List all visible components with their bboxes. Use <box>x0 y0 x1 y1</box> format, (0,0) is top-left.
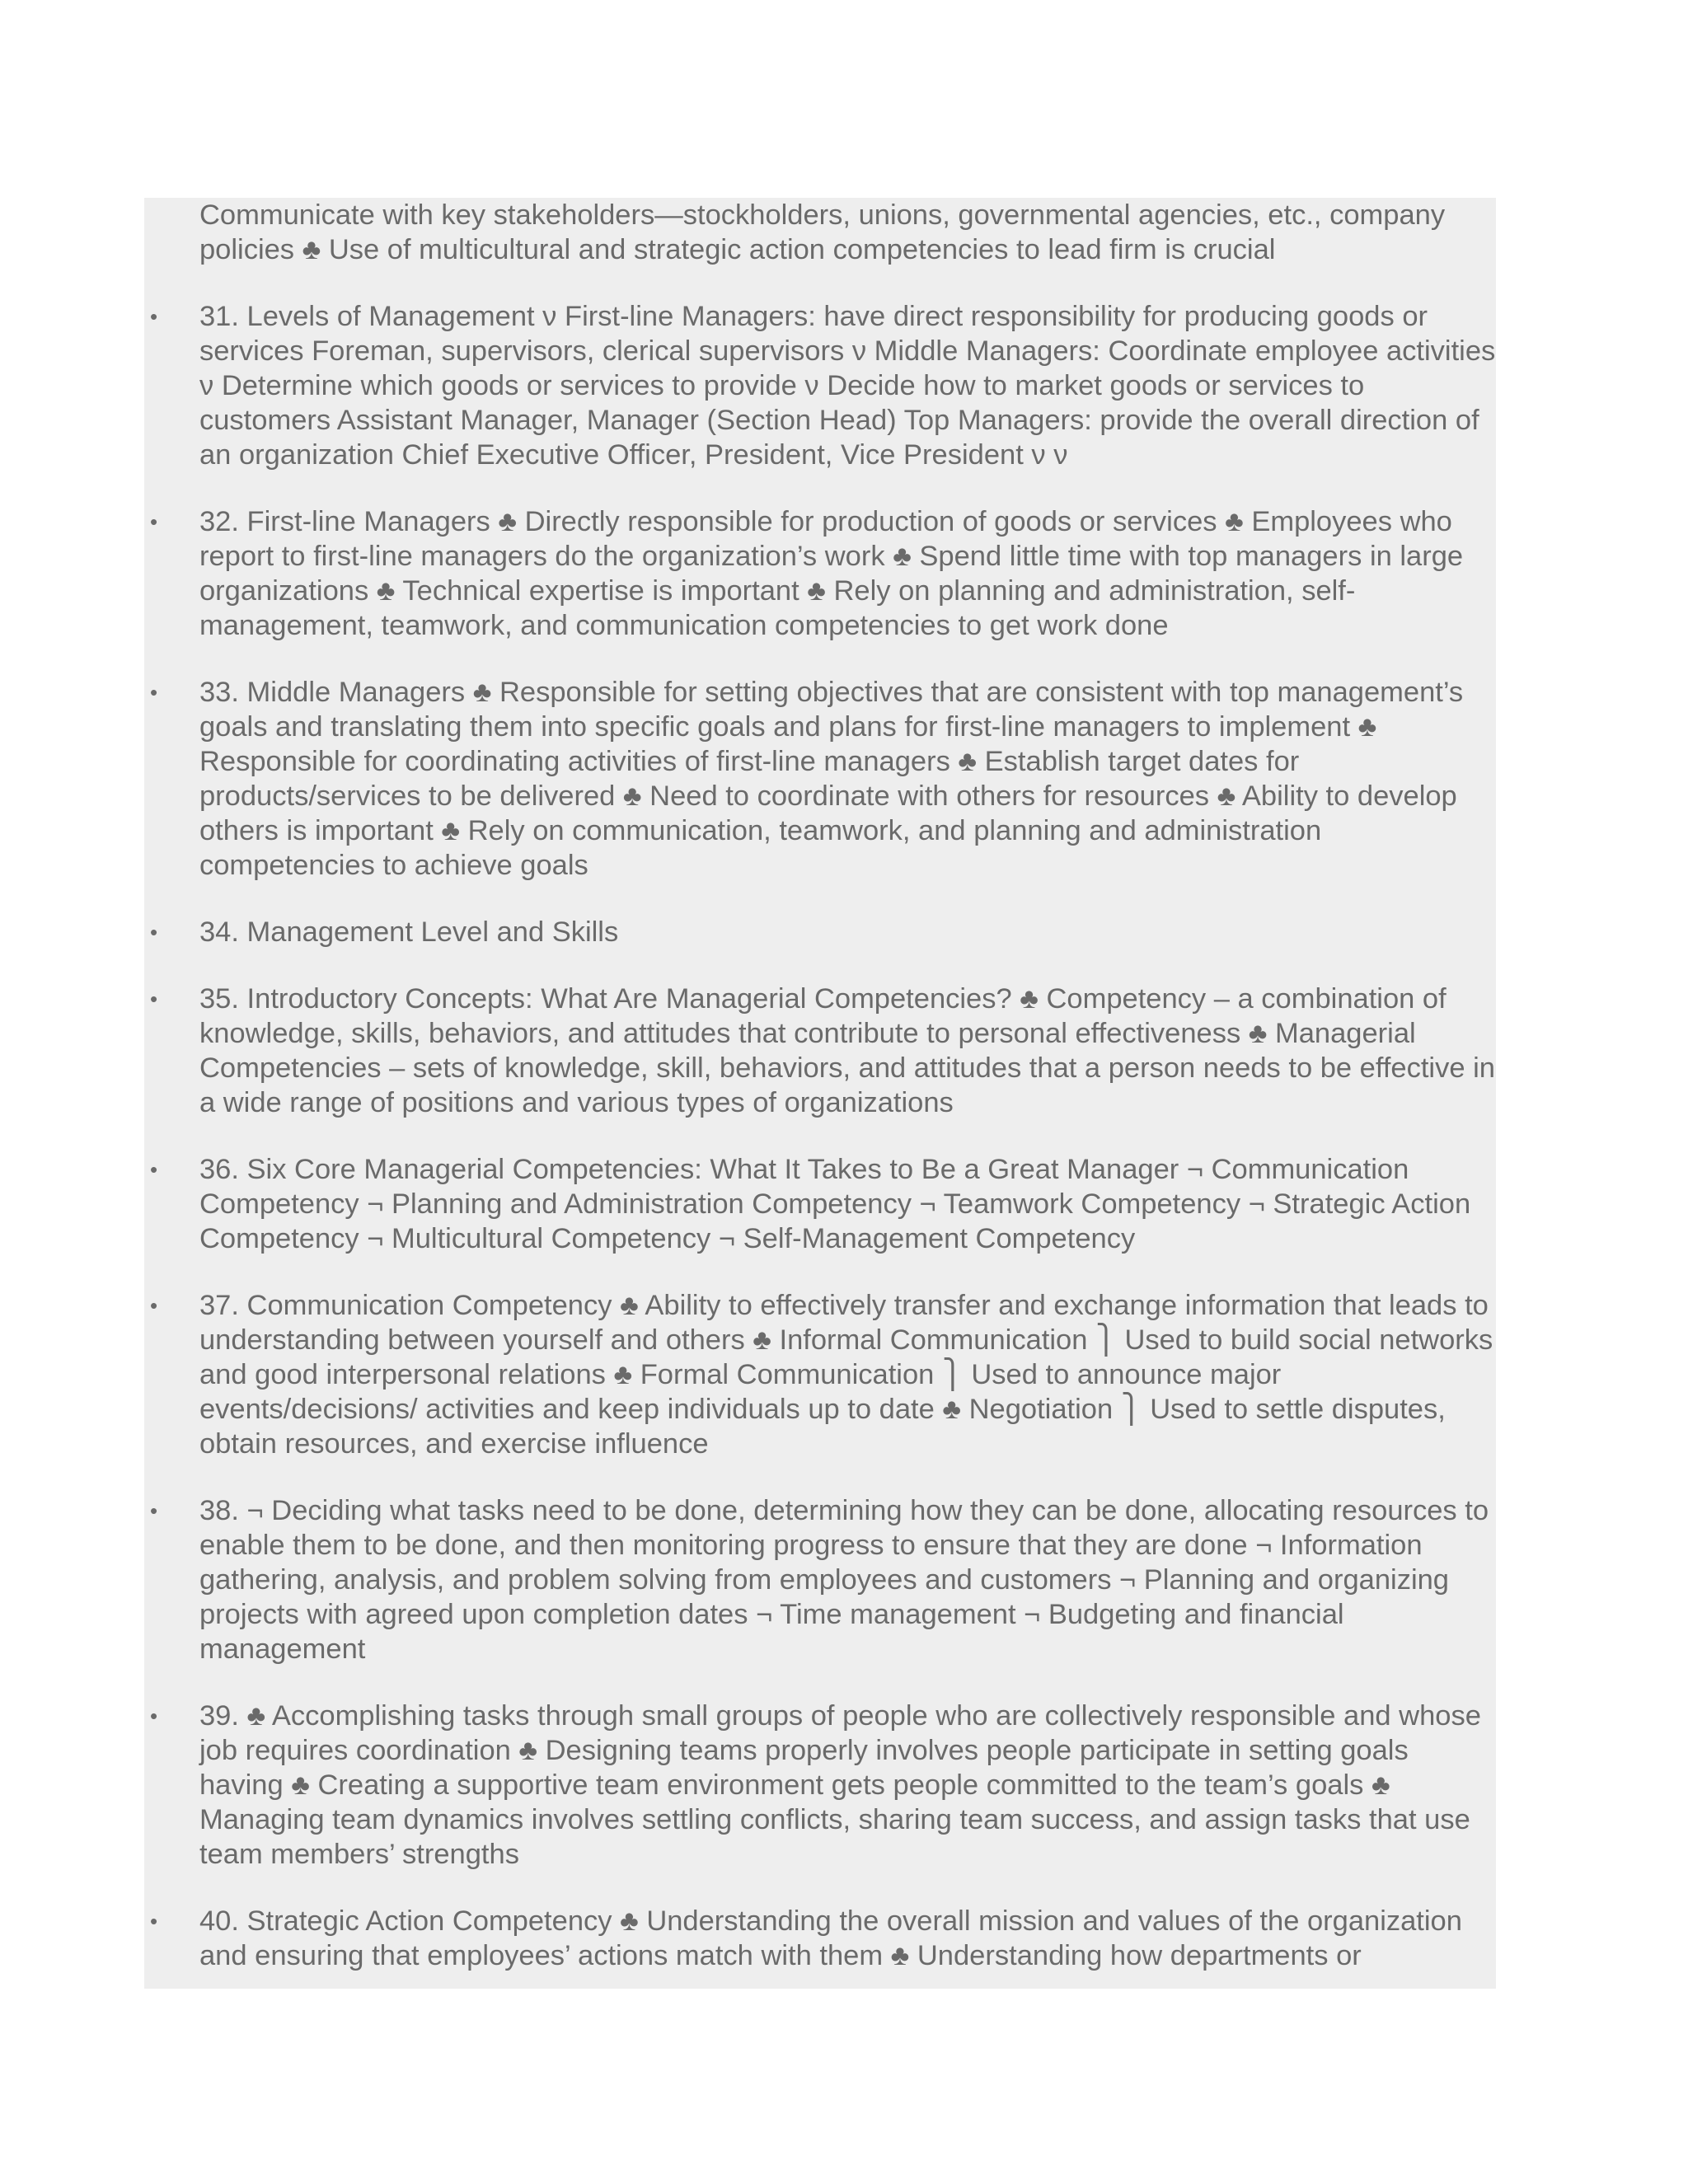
list-item-text: 36. Six Core Managerial Competencies: What It Takes to Be a Great Manager ¬ Communication Competency ¬ Planning and Administration Competency ¬ Teamwork Competency ¬ Strategic Action Competency ¬ Multicultural Competency ¬ Self-Management Competency <box>199 1154 1471 1254</box>
list-item <box>144 504 1504 643</box>
list-item <box>144 915 1504 949</box>
bullet-icon: • <box>150 1293 158 1318</box>
list-item <box>144 1288 1504 1461</box>
bullet-icon: • <box>150 1498 158 1523</box>
list-item-text: 32. First-line Managers ♣ Directly responsible for production of goods or services ♣ Employees who report to first-line managers do the organization’s work ♣ Spend little time with top managers in large organizations ♣ Technical expertise is important ♣ Rely on planning and administration, self-management, teamwork, and communication competencies to get work done <box>199 506 1464 641</box>
list-item-text: 37. Communication Competency ♣ Ability to effectively transfer and exchange information that leads to understanding between yourself and others ♣ Informal Communication ⎫ Used to build social networks and good interpersonal relations ♣ Formal Communication ⎫ Used to announce major events/decisions/ activities and keep individuals up to date ♣ Negotiation ⎫ Used to settle disputes, obtain resources, and exercise influence <box>199 1290 1493 1460</box>
list-item-text: 31. Levels of Management ν First-line Managers: have direct responsibility for producing goods or services Foreman, supervisors, clerical supervisors ν Middle Managers: Coordinate employee activities ν Determine which goods or services to provide ν Decide how to market goods or services to customers Assistant Manager, Manager (Section Head) Top Managers: provide the overall direction of an organization Chief Executive Officer, President, Vice President ν ν <box>199 301 1496 471</box>
list-item-text: 33. Middle Managers ♣ Responsible for setting objectives that are consistent with top management’s goals and translating them into specific goals and plans for first-line managers to implement ♣ Responsible for coordinating activities of first-line managers ♣ Establish target dates for products/services to be delivered ♣ Need to coordinate with others for resources ♣ Ability to develop others is important ♣ Rely on communication, teamwork, and planning and administration competencies to achieve goals <box>199 677 1464 881</box>
list-item <box>144 1904 1504 1973</box>
bullet-icon: • <box>150 1157 158 1182</box>
list-item <box>144 675 1504 883</box>
list-item <box>144 299 1504 472</box>
list-item-text: 34. Management Level and Skills <box>199 916 619 948</box>
bullet-icon: • <box>150 509 158 534</box>
list-item-text: 40. Strategic Action Competency ♣ Understanding the overall mission and values of the organization and ensuring that employees’ actions match with them ♣ Understanding how departments or <box>199 1905 1462 1971</box>
list-item <box>144 1152 1504 1256</box>
list-item-text: 39. ♣ Accomplishing tasks through small groups of people who are collectively responsible and whose job requires coordination ♣ Designing teams properly involves people participate in setting goals having ♣ Creating a supportive team environment gets people committed to the team’s goals ♣ Managing team dynamics involves settling conflicts, sharing team success, and assign tasks that use team members’ strengths <box>199 1700 1481 1870</box>
bullet-icon: • <box>150 1909 158 1933</box>
bullet-icon: • <box>150 987 158 1011</box>
bullet-icon: • <box>150 920 158 944</box>
document-content <box>144 198 1504 1973</box>
list-item <box>144 982 1504 1120</box>
list-item-text: 35. Introductory Concepts: What Are Managerial Competencies? ♣ Competency – a combination of knowledge, skills, behaviors, and attitudes that contribute to personal effectiveness ♣ Managerial Competencies – sets of knowledge, skill, behaviors, and attitudes that a person needs to be effective in a wide range of positions and various types of organizations <box>199 983 1495 1118</box>
intro-paragraph: Communicate with key stakeholders—stockholders, unions, governmental agencies, etc., company policies ♣ Use of multicultural and strategic action competencies to lead firm is crucial <box>199 199 1446 265</box>
list-item <box>144 1493 1504 1666</box>
bullet-icon: • <box>150 1704 158 1728</box>
list-item <box>144 1699 1504 1872</box>
bullet-list <box>144 299 1504 1973</box>
bullet-icon: • <box>150 680 158 705</box>
list-item-text: 38. ¬ Deciding what tasks need to be done, determining how they can be done, allocating resources to enable them to be done, and then monitoring progress to ensure that they are done ¬ Information gathering, analysis, and problem solving from employees and customers ¬ Planning and organizing projects with agreed upon completion dates ¬ Time management ¬ Budgeting and financial management <box>199 1495 1489 1665</box>
bullet-icon: • <box>150 304 158 329</box>
